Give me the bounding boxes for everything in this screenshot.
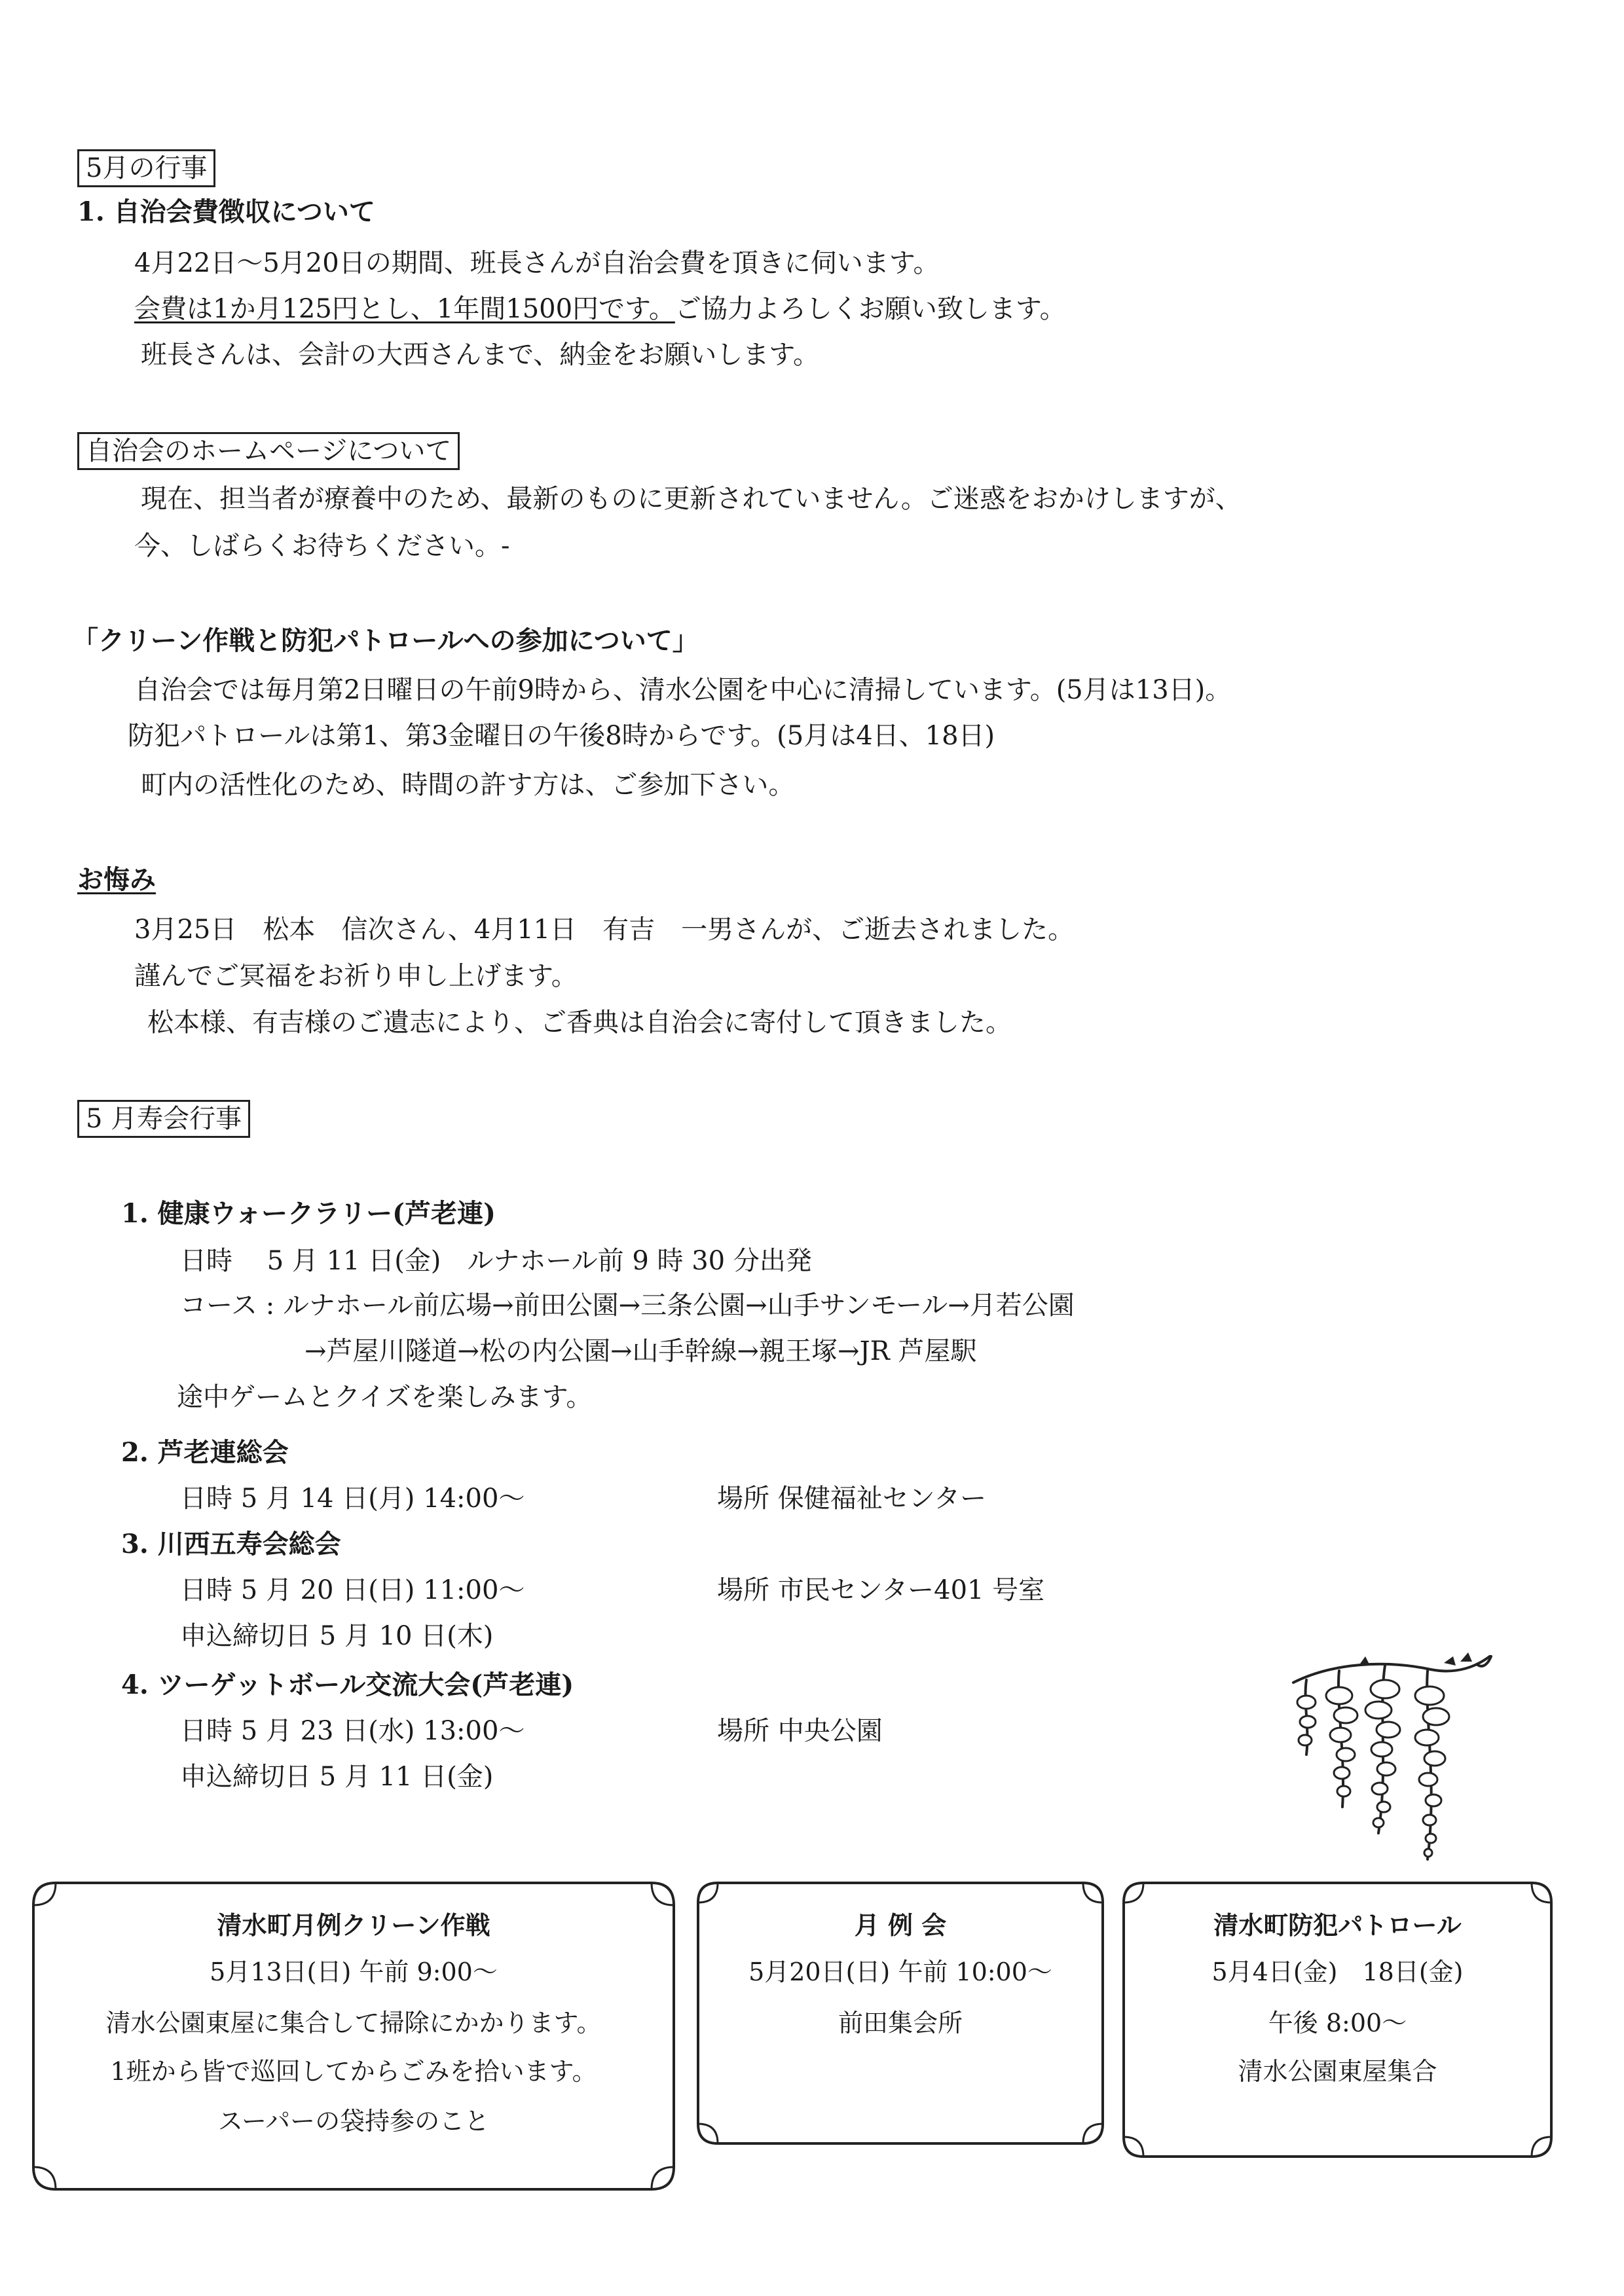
- notice-patrol-title: 清水町防犯パトロール: [1213, 1910, 1462, 1940]
- event3-place: 場所 市民センター401 号室: [717, 1575, 1045, 1605]
- condolence-line2: 謹んでご冥福をお祈り申し上げます。: [134, 961, 578, 991]
- homepage-heading: 自治会のホームページについて: [77, 432, 460, 470]
- fee-collection-line2: [134, 293, 1066, 325]
- cleanup-line2: 防犯パトロールは第1、第3金曜日の午後8時からです。(5月は4日、18日): [128, 721, 995, 751]
- homepage-line1: 現在、担当者が療養中のため、最新のものに更新されていません。ご迷惑をおかけしますが、: [141, 484, 1242, 514]
- notice-cleanup-title: 清水町月例クリーン作戦: [217, 1910, 490, 1940]
- notice-cleanup: [29, 1879, 678, 2193]
- event4-date: 日時 5 月 23 日(水) 13:00～: [180, 1716, 525, 1746]
- event2-place: 場所 保健福祉センター: [717, 1484, 987, 1514]
- event1-date: 日時 5 月 11 日(金) ルナホール前 9 時 30 分出発: [180, 1246, 812, 1276]
- notice-patrol: [1120, 1879, 1555, 2160]
- homepage-line2: 今、しばらくお待ちください。-: [134, 531, 510, 561]
- event4-deadline: 申込締切日 5 月 11 日(金): [180, 1762, 494, 1792]
- cleanup-line1: 自治会では毎月第2日曜日の午前9時から、清水公園を中心に清掃しています。(5月は13日)。: [134, 675, 1232, 705]
- notice-meeting-title: 月 例 会: [854, 1910, 947, 1940]
- fee-request-text: ご協力よろしくお願い致します。: [674, 294, 1066, 324]
- condolence-line3: 松本様、有吉様のご遺志により、ご香典は自治会に寄付して頂きました。: [147, 1008, 1012, 1038]
- fee-amount-underlined: 会費は1か月125円とし、1年間1500円です。: [134, 294, 675, 324]
- event2-title: 2. 芦老連総会: [121, 1437, 289, 1468]
- notice-meeting-line: 5月20日(日) 午前 10:00～: [748, 1958, 1052, 1986]
- fee-collection-title: 1. 自治会費徴収について: [77, 196, 375, 227]
- event2-date: 日時 5 月 14 日(月) 14:00～: [180, 1484, 525, 1514]
- notice-cleanup-line: 清水公園東屋に集合して掃除にかかります。: [105, 2009, 602, 2037]
- event1-course-line2: →芦屋川隧道→松の内公園→山手幹線→親王塚→JR 芦屋駅: [304, 1336, 977, 1366]
- event1-title: 1. 健康ウォークラリー(芦老連): [121, 1198, 496, 1229]
- fee-collection-line3: 班長さんは、会計の大西さんまで、納金をお願いします。: [141, 340, 819, 370]
- notice-patrol-line: 午後 8:00～: [1268, 2009, 1407, 2037]
- event3-date: 日時 5 月 20 日(日) 11:00～: [180, 1575, 525, 1605]
- condolence-line1: 3月25日 松本 信次さん、4月11日 有吉 一男さんが、ご逝去されました。: [134, 915, 1075, 945]
- fee-collection-line1: 4月22日～5月20日の期間、班長さんが自治会費を頂きに伺います。: [134, 248, 940, 278]
- kotobuki-heading: 5 月寿会行事: [77, 1100, 250, 1138]
- cleanup-line3: 町内の活性化のため、時間の許す方は、ご参加下さい。: [141, 770, 795, 800]
- event3-deadline: 申込締切日 5 月 10 日(木): [180, 1621, 494, 1651]
- notice-cleanup-line: 1班から皆で巡回してからごみを拾います。: [110, 2057, 597, 2086]
- may-events-heading: 5月の行事: [77, 149, 215, 187]
- event4-title: 4. ツーゲットボール交流大会(芦老連): [121, 1669, 574, 1700]
- condolence-heading: お悔み: [77, 864, 156, 895]
- notice-patrol-line: 5月4日(金) 18日(金): [1211, 1958, 1464, 1986]
- notice-monthly-meeting: [694, 1879, 1107, 2147]
- event1-course-line1: コース : ルナホール前広場→前田公園→三条公園→山手サンモール→月若公園: [180, 1290, 1075, 1321]
- notice-patrol-line: 清水公園東屋集合: [1238, 2057, 1437, 2086]
- wisteria-illustration: [1280, 1637, 1496, 1879]
- notice-meeting-line: 前田集会所: [838, 2009, 963, 2037]
- event3-title: 3. 川西五寿会総会: [121, 1529, 341, 1559]
- notice-cleanup-line: 5月13日(日) 午前 9:00～: [210, 1958, 498, 1986]
- notice-cleanup-line: スーパーの袋持参のこと: [217, 2107, 490, 2136]
- event4-place: 場所 中央公園: [717, 1716, 883, 1746]
- cleanup-heading: 「クリーン作戦と防犯パトロールへの参加について」: [72, 625, 699, 656]
- event1-note: 途中ゲームとクイズを楽しみます。: [177, 1382, 593, 1412]
